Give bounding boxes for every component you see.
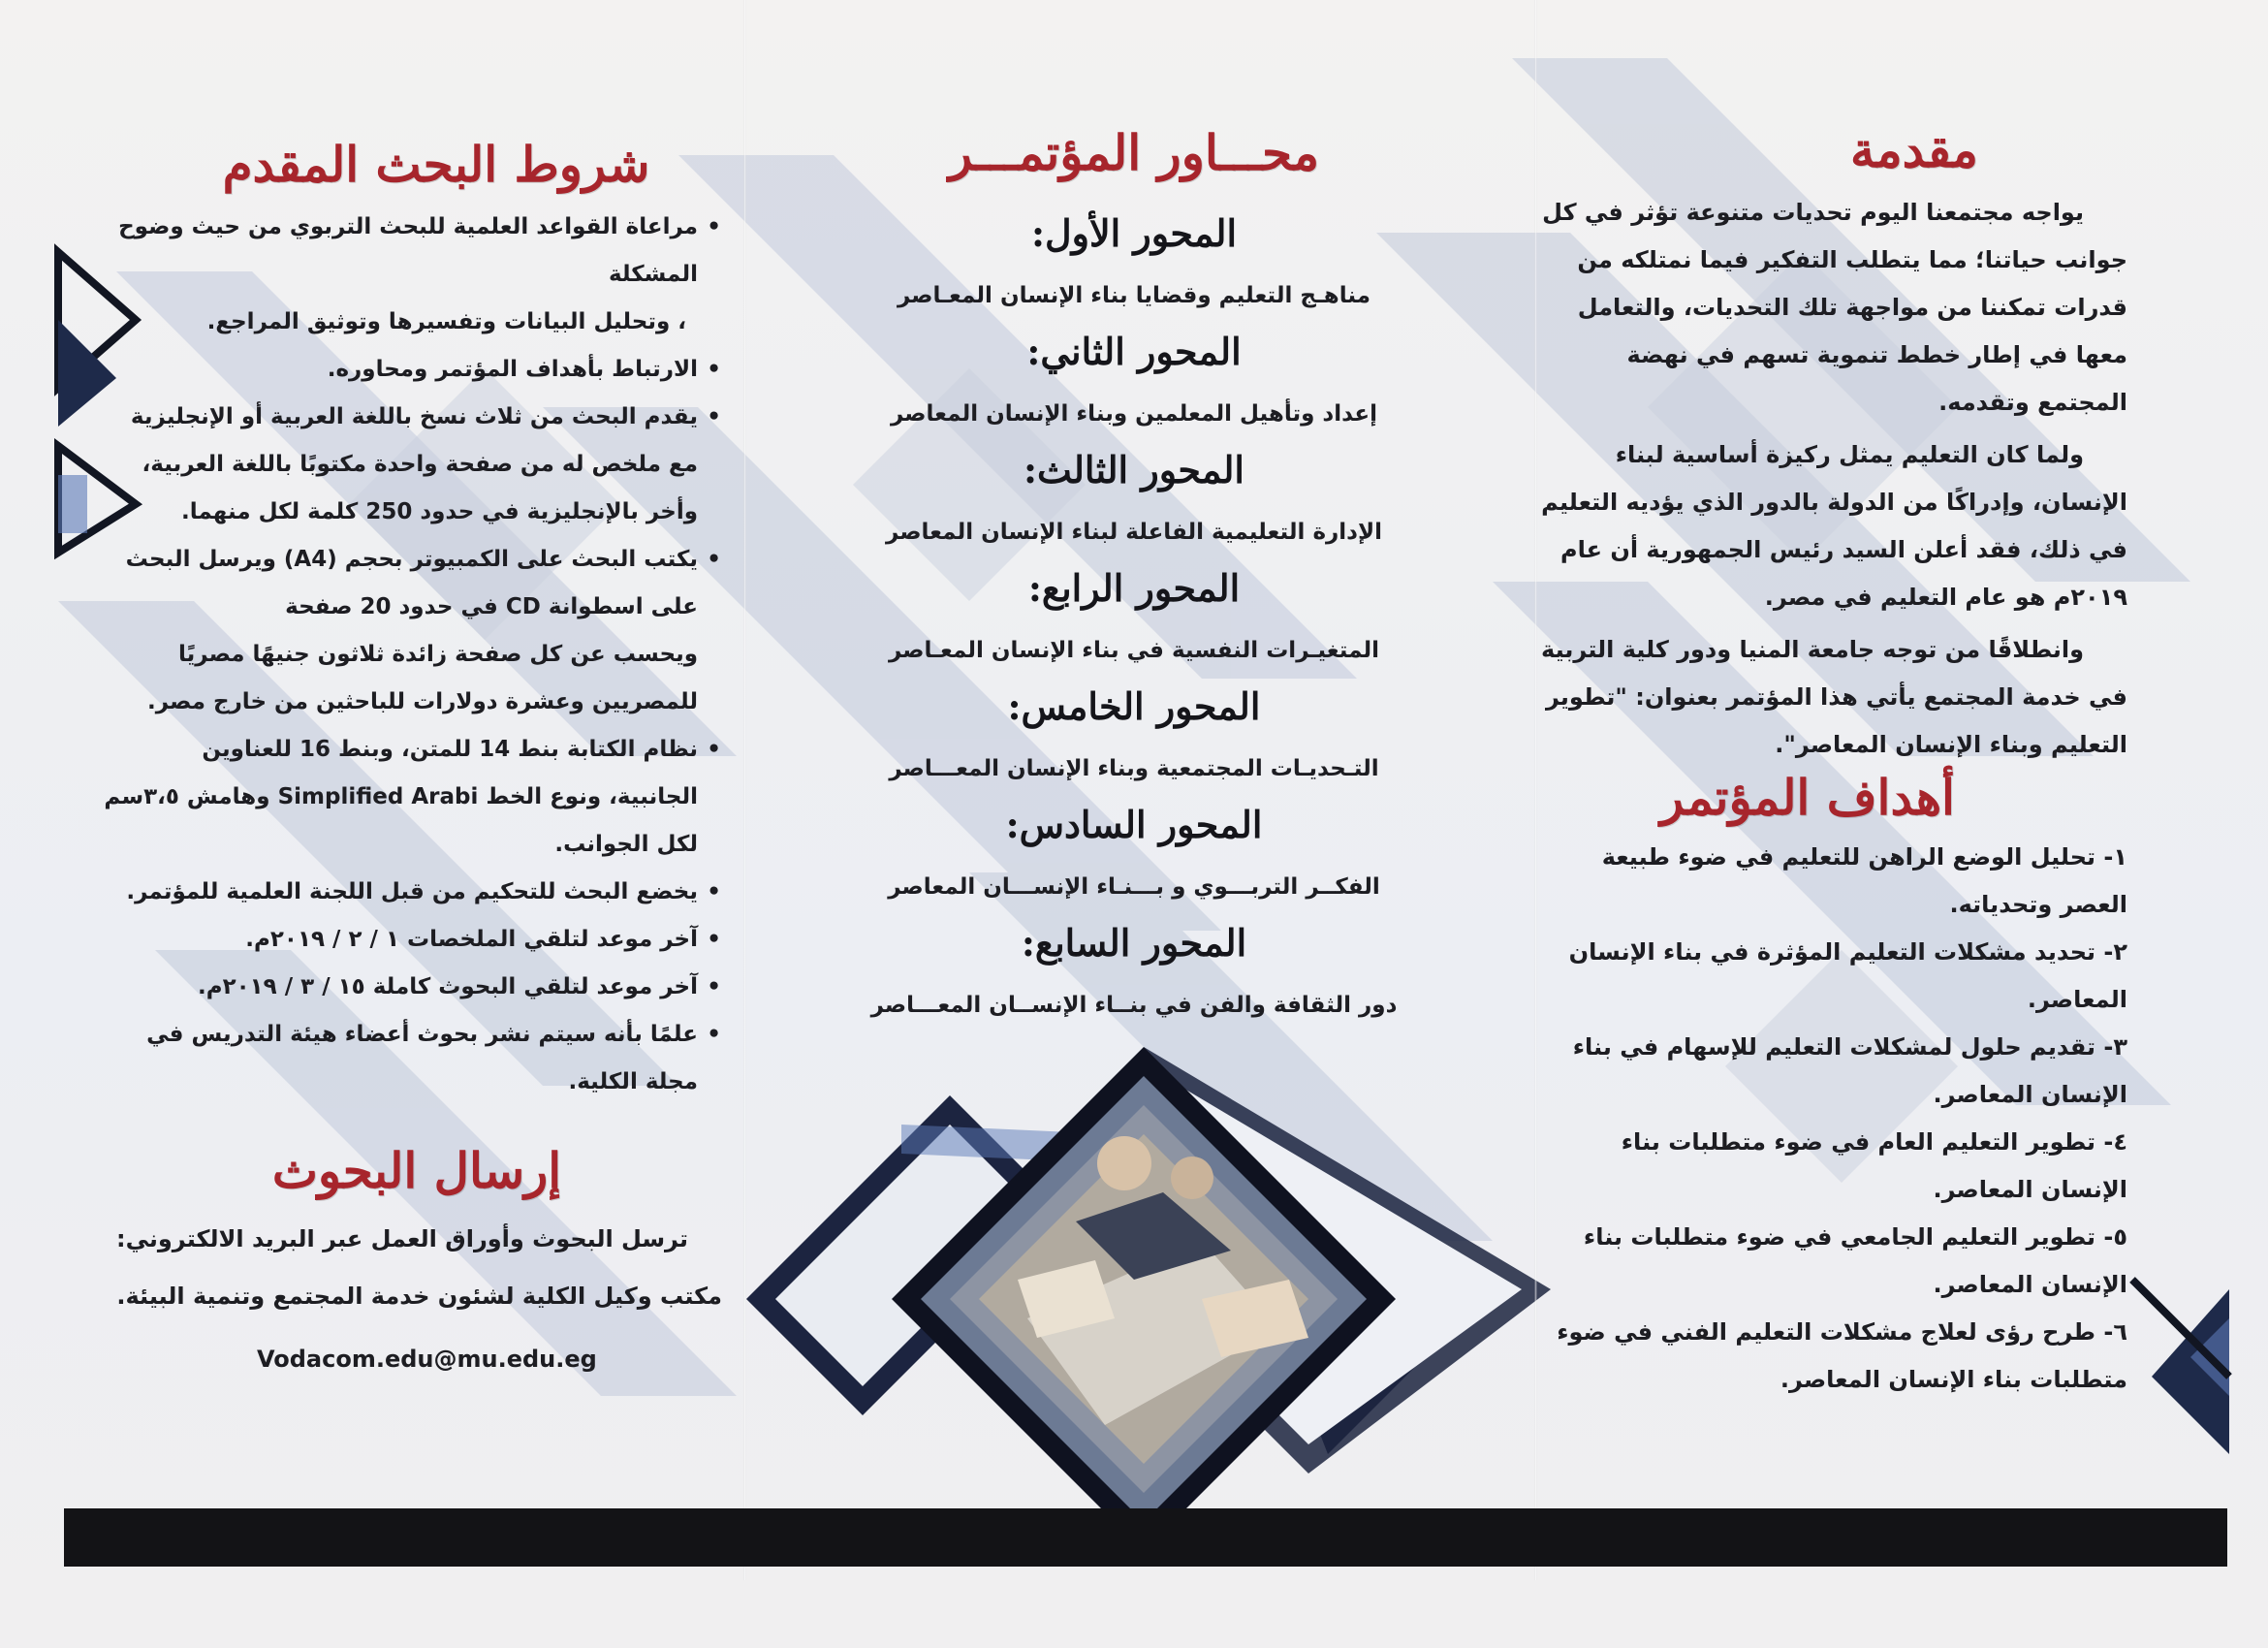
axis-5-title: المحور الخامس: xyxy=(1007,684,1261,728)
intro-paragraph-3: وانطلاقًا من توجه جامعة المنيا ودور كلية التربية في خدمة المجتمع يأتي هذا المؤتمر بعنوان: "تطوير التعليم وبناء الإنسان المعاصر". xyxy=(1541,636,2127,758)
intro-paragraph-2: ولما كان التعليم يمثل ركيزة أساسية لبناء الإنسان، وإدراكًا من الدولة بالدور الذي يؤديه التعليم في ذلك، فقد أعلن السيد رئيس الجمهورية أن عام ٢٠١٩م هو عام التعليم في مصر. xyxy=(1541,441,2127,611)
conditions-list xyxy=(97,204,698,1106)
condition-line: ، وتحليل البيانات وتفسيرها وتوثيق المراجع. xyxy=(206,309,686,334)
condition-line: • يخضع البحث للتحكيم من قبل اللجنة العلمية للمؤتمر. xyxy=(97,869,698,916)
goal-item-6: ٦- طرح رؤى لعلاج مشكلات التعليم الفني في ضوء متطلبات بناء الإنسان المعاصر. xyxy=(1557,1318,2127,1393)
intro-panel xyxy=(1536,0,2157,1493)
axis-5-text: التـحديـات المجتمعية وبناء الإنسان المعـــاصر xyxy=(889,756,1379,781)
axis-6-title: المحور السادس: xyxy=(1005,803,1263,846)
goals-heading: أهداف المؤتمر xyxy=(1660,769,1955,826)
goal-item-4: ٤- تطوير التعليم العام في ضوء متطلبات بناء الإنسان المعاصر. xyxy=(1621,1128,2127,1203)
condition-line: • يكتب البحث على الكمبيوتر بحجم (A4) ويرسل البحث xyxy=(97,536,698,584)
goal-item-1: ١- تحليل الوضع الراهن للتعليم في ضوء طبيعة العصر وتحدياته. xyxy=(1601,843,2127,918)
condition-line: المشكلة xyxy=(608,262,698,287)
axes-heading: محـــاور المؤتمـــر xyxy=(948,124,1320,181)
condition-line: • مراعاة القواعد العلمية للبحث التربوي من حيث وضوح xyxy=(97,204,698,251)
condition-line: لكل الجوانب. xyxy=(554,832,698,857)
fold-line-left xyxy=(743,0,746,1580)
condition-line: • علمًا بأنه سيتم نشر بحوث أعضاء هيئة التدريس في xyxy=(97,1011,698,1059)
condition-line: • نظام الكتابة بنط 14 للمتن، وبنط 16 للعناوين xyxy=(97,726,698,774)
axis-1-title: المحور الأول: xyxy=(1030,211,1238,255)
condition-line: على اسطوانة CD في حدود 20 صفحة xyxy=(285,594,698,619)
axis-3-title: المحور الثالث: xyxy=(1024,448,1244,491)
email-address: Vodacom.edu@mu.edu.eg xyxy=(257,1346,597,1373)
submission-line-1: ترسل البحوث وأوراق العمل عبر البريد الالكتروني: xyxy=(115,1225,688,1252)
conditions-heading: شروط البحث المقدم xyxy=(222,136,650,193)
condition-line: مجلة الكلية. xyxy=(568,1069,698,1094)
condition-line: وأخر بالإنجليزية في حدود 250 كلمة لكل منهما. xyxy=(181,499,698,524)
condition-line: للمصريين وعشرة دولارات للباحثين من خارج مصر. xyxy=(147,689,698,714)
goal-item-2: ٢- تحديد مشكلات التعليم المؤثرة في بناء الإنسان المعاصر. xyxy=(1568,938,2127,1013)
submission-heading: إرسال البحوث xyxy=(271,1142,562,1199)
goals-list xyxy=(1536,834,2127,1404)
condition-line: • آخر موعد لتلقي البحوث كاملة ١٥ / ٣ / ٢٠١٩م. xyxy=(97,964,698,1011)
condition-line: الجانبية، ونوع الخط Simplified Arabi وهامش ٣،٥سم xyxy=(104,784,698,809)
condition-line: • آخر موعد لتلقي الملخصات ١ / ٢ / ٢٠١٩م. xyxy=(97,916,698,964)
condition-line: • يقدم البحث من ثلاث نسخ باللغة العربية أو الإنجليزية xyxy=(97,394,698,441)
axis-4-title: المحور الرابع: xyxy=(1027,566,1241,610)
axis-7-title: المحور السابع: xyxy=(1021,921,1247,965)
bottom-bar xyxy=(64,1508,2227,1567)
axis-3-text: الإدارة التعليمية الفاعلة لبناء الإنسان المعاصر xyxy=(886,520,1382,545)
axes-panel xyxy=(853,0,1415,1493)
axis-2-text: إعداد وتأهيل المعلمين وبناء الإنسان المعاصر xyxy=(891,401,1377,427)
axis-6-text: الفكــر التربـــوي و بـــنـاء الإنســـان المعاصر xyxy=(888,874,1380,900)
condition-line: ويحسب عن كل صفحة زائدة ثلاثون جنيهًا مصريًا xyxy=(178,642,698,667)
submission-line-2: مكتب وكيل الكلية لشئون خدمة المجتمع وتنمية البيئة. xyxy=(116,1283,722,1310)
axis-7-text: دور الثقافة والفن في بنــاء الإنســان المعـــاصر xyxy=(870,993,1398,1018)
axis-4-text: المتغيـرات النفسية في بناء الإنسان المعـاصر xyxy=(888,638,1380,663)
goal-item-3: ٣- تقديم حلول لمشكلات التعليم للإسهام في بناء الإنسان المعاصر. xyxy=(1572,1033,2127,1108)
condition-line: مع ملخص له من صفحة واحدة مكتوبًا باللغة العربية، xyxy=(142,452,698,477)
conditions-panel xyxy=(97,0,737,1493)
intro-heading: مقدمة xyxy=(1850,121,1978,178)
intro-paragraph-1: يواجه مجتمعنا اليوم تحديات متنوعة تؤثر في كل جوانب حياتنا؛ مما يتطلب التفكير فيما نمتلكه من قدرات تمكننا من مواجهة تلك التحديات، والتعامل معها في إطار خطط تنموية تسهم في نهضة المجتمع وتقدمه. xyxy=(1542,199,2127,416)
goal-item-5: ٥- تطوير التعليم الجامعي في ضوء متطلبات بناء الإنسان المعاصر. xyxy=(1583,1223,2127,1298)
axis-2-title: المحور الثاني: xyxy=(1026,330,1242,373)
condition-line: • الارتباط بأهداف المؤتمر ومحاوره. xyxy=(97,346,698,394)
axis-1-text: مناهـج التعليم وقضايا بناء الإنسان المعـاصر xyxy=(897,283,1370,308)
